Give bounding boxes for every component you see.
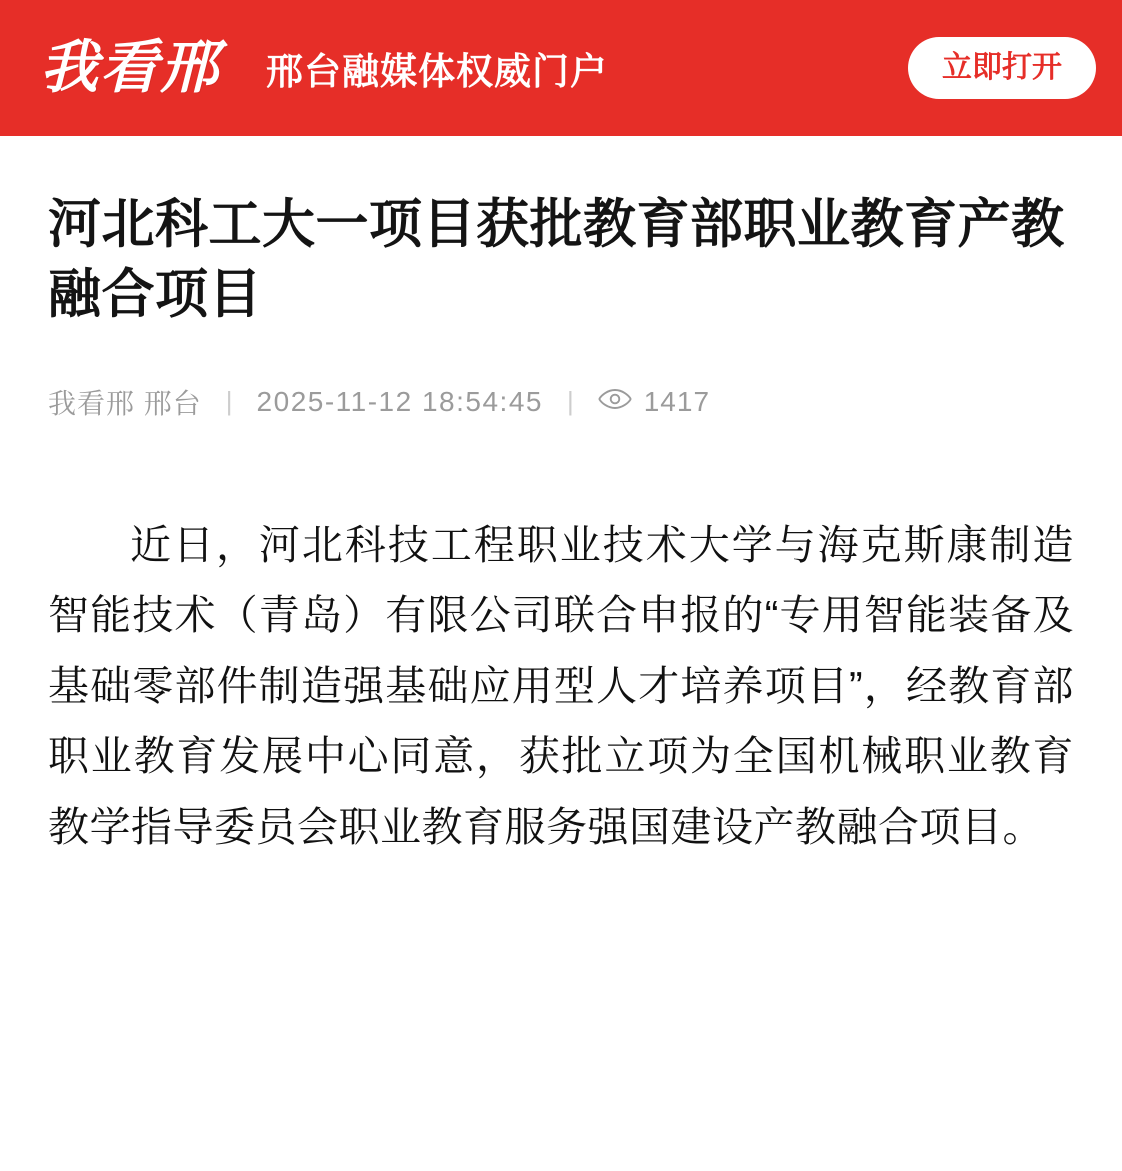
brand-slogan: 邢台融媒体权威门户: [266, 51, 609, 92]
article-body: 近日，河北科技工程职业技术大学与海克斯康制造智能技术（青岛）有限公司联合申报的“专用智能装备及基础零部件制造强基础应用型人才培养项目”，经教育部职业教育发展中心同意，获批立项为全国机械职业教育教学指导委员会职业教育服务强国建设产教融合项目。: [48, 521, 1074, 850]
top-banner: [0, 0, 1122, 136]
view-count: 1417: [643, 385, 711, 417]
meta-separator-2: |: [566, 386, 574, 417]
open-app-button[interactable]: 立即打开: [908, 37, 1096, 99]
view-count-group: [598, 386, 710, 418]
eye-icon: [598, 386, 632, 418]
meta-datetime: 2025-11-12 18:54:45: [256, 385, 543, 417]
brand-logo[interactable]: 我看邢: [40, 35, 221, 100]
meta-source: 我看邢 邢台: [48, 387, 202, 419]
article-container: [0, 136, 1122, 862]
meta-separator-1: |: [225, 386, 233, 417]
page-title: 河北科工大一项目获批教育部职业教育产教融合项目: [48, 195, 1065, 324]
article-meta: [48, 382, 1074, 422]
